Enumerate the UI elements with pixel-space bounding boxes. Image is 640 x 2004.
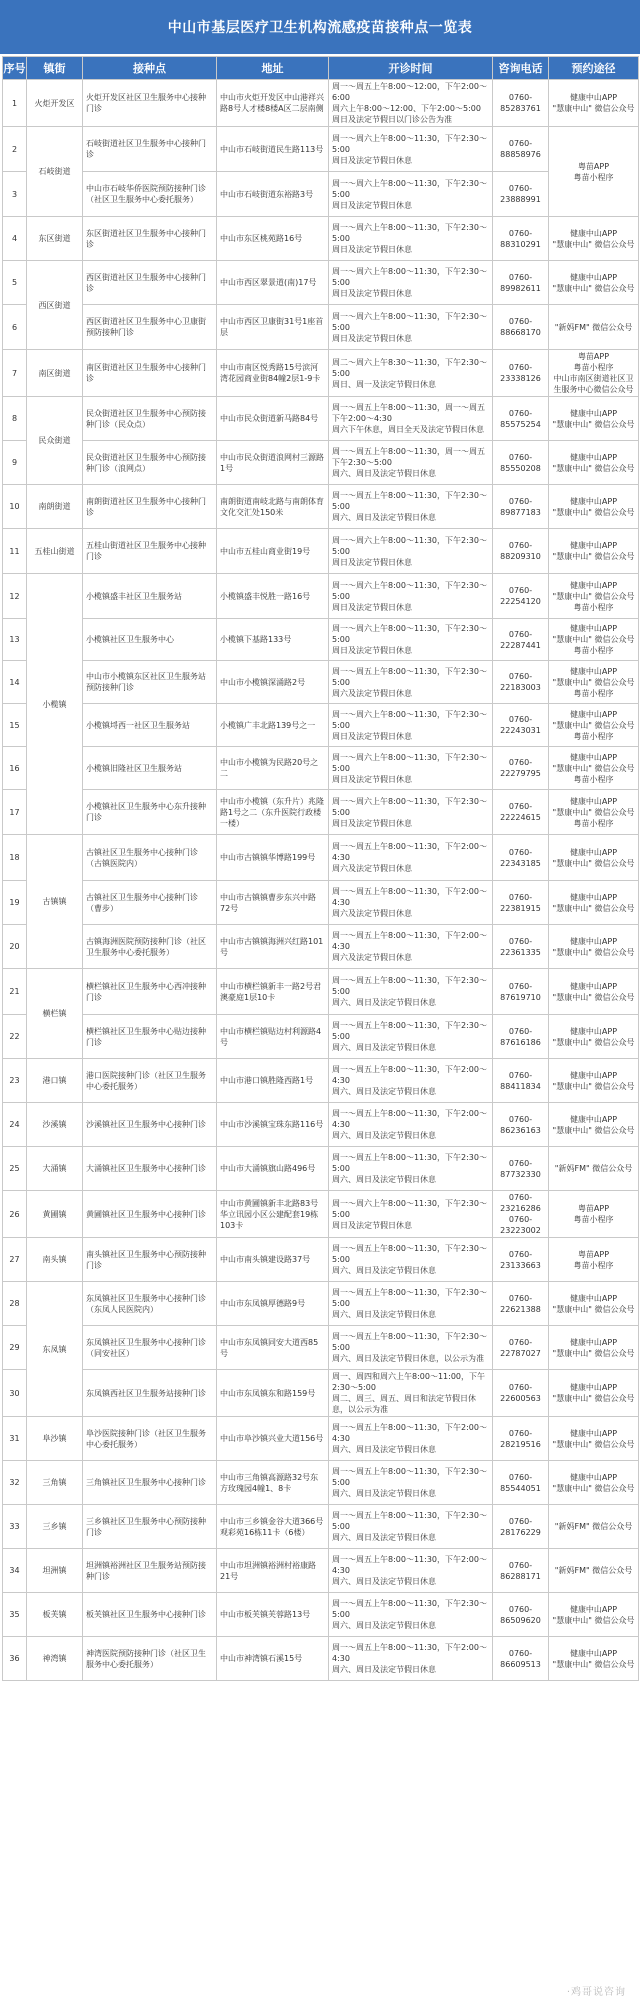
cell-address: 中山市黄圃镇新丰北路83号华立讯园小区公建配套19栋103卡 <box>217 1191 329 1238</box>
table-row <box>3 1417 639 1461</box>
cell-phone: 0760- 22621388 <box>493 1282 549 1326</box>
table-row <box>3 619 639 661</box>
cell-hours: 周一～周五上午8:00～11:30，下午2:00～4:30 周六、周日及法定节假日休息 <box>329 1103 493 1147</box>
cell-address: 中山市三乡镇金谷大道366号观彩苑16栋11卡（6楼） <box>217 1505 329 1549</box>
cell-phone: 0760- 88858976 <box>493 127 549 172</box>
cell-site: 民众街道社区卫生服务中心预防接种门诊（浪网点） <box>83 441 217 485</box>
cell-appointment: 健康中山APP "慧康中山" 微信公众号 <box>549 217 639 261</box>
cell-address: 中山市东凤镇同安大道西85号 <box>217 1326 329 1370</box>
cell-address: 小榄镇广丰北路139号之一 <box>217 704 329 747</box>
cell-town: 三角镇 <box>27 1461 83 1505</box>
cell-address: 中山市横栏镇贴边村利源路4号 <box>217 1015 329 1059</box>
cell-appointment: 粤苗APP 粤苗小程序 <box>549 1191 639 1238</box>
cell-phone: 0760- 89877183 <box>493 485 549 529</box>
cell-site: 东凤镇社区卫生服务中心接种门诊（同安社区） <box>83 1326 217 1370</box>
cell-address: 中山市南头镇建设路37号 <box>217 1238 329 1282</box>
cell-no: 17 <box>3 790 27 835</box>
cell-site: 东凤镇西社区卫生服务站接种门诊 <box>83 1370 217 1417</box>
cell-appointment: 健康中山APP "慧康中山" 微信公众号 <box>549 1593 639 1637</box>
cell-no: 23 <box>3 1059 27 1103</box>
cell-hours: 周一～周五上午8:00～11:30，下午2:30～5:00 周六、周日及法定节假日休息 <box>329 1282 493 1326</box>
cell-site: 小榄镇社区卫生服务中心东升接种门诊 <box>83 790 217 835</box>
cell-phone: 0760- 22381915 <box>493 881 549 925</box>
table-row <box>3 881 639 925</box>
cell-no: 6 <box>3 305 27 350</box>
cell-address: 中山市古镇镇曹步东兴中路72号 <box>217 881 329 925</box>
table-row <box>3 790 639 835</box>
cell-appointment: 健康中山APP "慧康中山" 微信公众号 <box>549 1461 639 1505</box>
cell-hours: 周一～周五上午8:00～11:30，周一～周五下午2:30～5:00 周六、周日及法定节假日休息 <box>329 441 493 485</box>
cell-hours: 周一～周六上午8:00～11:30，下午2:30～5:00 周日及法定节假日休息 <box>329 1191 493 1238</box>
watermark: ·鸡哥说咨询 <box>566 1987 626 1998</box>
table-row <box>3 350 639 397</box>
cell-appointment: 健康中山APP "慧康中山" 微信公众号 <box>549 835 639 881</box>
cell-appointment: 健康中山APP "慧康中山" 微信公众号 <box>549 969 639 1015</box>
cell-appointment: 健康中山APP "慧康中山" 微信公众号 粤苗小程序 <box>549 747 639 790</box>
cell-site: 五桂山街道社区卫生服务中心接种门诊 <box>83 529 217 574</box>
cell-appointment: 健康中山APP "慧康中山" 微信公众号 <box>549 485 639 529</box>
cell-site: 沙溪镇社区卫生服务中心接种门诊 <box>83 1103 217 1147</box>
table-row <box>3 1238 639 1282</box>
cell-no: 1 <box>3 80 27 127</box>
cell-site: 阜沙医院接种门诊（社区卫生服务中心委托服务） <box>83 1417 217 1461</box>
cell-hours: 周一～周五上午8:00～11:30，下午2:00～4:30 周六及法定节假日休息 <box>329 881 493 925</box>
cell-address: 中山市小榄镇（东升片）兆隆路1号之二（东升医院行政楼一楼） <box>217 790 329 835</box>
cell-no: 33 <box>3 1505 27 1549</box>
cell-hours: 周一～周六上午8:00～11:30，下午2:30～5:00 周日及法定节假日休息 <box>329 217 493 261</box>
table-row <box>3 1370 639 1417</box>
table-row <box>3 1147 639 1191</box>
cell-phone: 0760- 86609513 <box>493 1637 549 1681</box>
cell-appointment: 健康中山APP "慧康中山" 微信公众号 <box>549 261 639 305</box>
cell-address: 中山市板芙镇芙蓉路13号 <box>217 1593 329 1637</box>
cell-appointment: "新妈FM" 微信公众号 <box>549 1505 639 1549</box>
cell-hours: 周一～周六上午8:00～11:30，下午2:30～5:00 周日及法定节假日休息 <box>329 619 493 661</box>
cell-no: 9 <box>3 441 27 485</box>
cell-site: 中山市石岐华侨医院预防接种门诊（社区卫生服务中心委托服务） <box>83 172 217 217</box>
table-row <box>3 529 639 574</box>
cell-address: 中山市南区悦秀路15号滨河湾花园商业街84幢2层1-9卡 <box>217 350 329 397</box>
cell-phone: 0760- 23888991 <box>493 172 549 217</box>
table-row <box>3 80 639 127</box>
cell-appointment: 健康中山APP "慧康中山" 微信公众号 <box>549 1637 639 1681</box>
cell-no: 8 <box>3 397 27 441</box>
cell-town: 火炬开发区 <box>27 80 83 127</box>
cell-phone: 0760- 88310291 <box>493 217 549 261</box>
cell-site: 坦洲镇裕洲社区卫生服务站预防接种门诊 <box>83 1549 217 1593</box>
cell-phone: 0760- 85283761 <box>493 80 549 127</box>
cell-town: 黄圃镇 <box>27 1191 83 1238</box>
cell-hours: 周一～周六上午8:00～11:30，下午2:30～5:00 周日及法定节假日休息 <box>329 747 493 790</box>
cell-town: 沙溪镇 <box>27 1103 83 1147</box>
table-row <box>3 1505 639 1549</box>
table-row <box>3 925 639 969</box>
cell-phone: 0760- 22361335 <box>493 925 549 969</box>
cell-hours: 周一～周五上午8:00～11:30，下午2:30～5:00 周六及法定节假日休息 <box>329 661 493 704</box>
cell-appointment: 健康中山APP "慧康中山" 微信公众号 <box>549 925 639 969</box>
cell-hours: 周一～周五上午8:00～11:30，下午2:00～4:30 周六及法定节假日休息 <box>329 925 493 969</box>
cell-site: 横栏镇社区卫生服务中心西冲接种门诊 <box>83 969 217 1015</box>
cell-phone: 0760- 22787027 <box>493 1326 549 1370</box>
table-row <box>3 1103 639 1147</box>
cell-town: 石岐街道 <box>27 127 83 217</box>
cell-appointment: 粤苗APP 粤苗小程序 <box>549 127 639 217</box>
cell-phone: 0760- 22343185 <box>493 835 549 881</box>
cell-phone: 0760- 22279795 <box>493 747 549 790</box>
cell-appointment: 健康中山APP "慧康中山" 微信公众号 粤苗小程序 <box>549 574 639 619</box>
cell-town: 大涌镇 <box>27 1147 83 1191</box>
cell-site: 小榄镇埒西一社区卫生服务站 <box>83 704 217 747</box>
cell-appointment: 健康中山APP "慧康中山" 微信公众号 <box>549 1326 639 1370</box>
cell-no: 4 <box>3 217 27 261</box>
table-row <box>3 305 639 350</box>
cell-no: 28 <box>3 1282 27 1326</box>
cell-no: 13 <box>3 619 27 661</box>
cell-appointment: 健康中山APP "慧康中山" 微信公众号 <box>549 1282 639 1326</box>
cell-address: 中山市西区翠景道(南)17号 <box>217 261 329 305</box>
cell-phone: 0760- 85575254 <box>493 397 549 441</box>
cell-address: 中山市东区桃苑路16号 <box>217 217 329 261</box>
cell-site: 南朗街道社区卫生服务中心接种门诊 <box>83 485 217 529</box>
cell-no: 26 <box>3 1191 27 1238</box>
cell-appointment: 健康中山APP "慧康中山" 微信公众号 <box>549 529 639 574</box>
cell-appointment: 健康中山APP "慧康中山" 微信公众号 <box>549 881 639 925</box>
cell-appointment: 健康中山APP "慧康中山" 微信公众号 粤苗小程序 <box>549 704 639 747</box>
cell-address: 中山市东凤镇东和路159号 <box>217 1370 329 1417</box>
cell-no: 22 <box>3 1015 27 1059</box>
cell-hours: 周一～周五上午8:00～11:30，下午2:00～4:30 周六、周日及法定节假日休息 <box>329 1417 493 1461</box>
cell-town: 民众街道 <box>27 397 83 485</box>
table-row <box>3 969 639 1015</box>
cell-no: 12 <box>3 574 27 619</box>
cell-hours: 周一～周六上午8:00～11:30，下午2:30～5:00 周日及法定节假日休息 <box>329 529 493 574</box>
cell-address: 中山市火炬开发区中山港祥兴路8号人才楼8楼A区二层南侧 <box>217 80 329 127</box>
cell-no: 18 <box>3 835 27 881</box>
cell-no: 29 <box>3 1326 27 1370</box>
cell-no: 20 <box>3 925 27 969</box>
cell-phone: 0760- 22224615 <box>493 790 549 835</box>
cell-phone: 0760- 22287441 <box>493 619 549 661</box>
cell-no: 25 <box>3 1147 27 1191</box>
cell-site: 横栏镇社区卫生服务中心贴边接种门诊 <box>83 1015 217 1059</box>
cell-appointment: 健康中山APP "慧康中山" 微信公众号 粤苗小程序 <box>549 661 639 704</box>
table-row <box>3 1593 639 1637</box>
table-row <box>3 172 639 217</box>
cell-appointment: 健康中山APP "慧康中山" 微信公众号 粤苗小程序 <box>549 619 639 661</box>
cell-no: 21 <box>3 969 27 1015</box>
cell-phone: 0760- 87619710 <box>493 969 549 1015</box>
cell-site: 黄圃镇社区卫生服务中心接种门诊 <box>83 1191 217 1238</box>
cell-hours: 周一～周五上午8:00～11:30，下午2:30～5:00 周六、周日及法定节假日休息 <box>329 1461 493 1505</box>
cell-town: 古镇镇 <box>27 835 83 969</box>
cell-address: 中山市阜沙镇兴业大道156号 <box>217 1417 329 1461</box>
cell-site: 西区街道社区卫生服务中心接种门诊 <box>83 261 217 305</box>
cell-phone: 0760- 85544051 <box>493 1461 549 1505</box>
cell-address: 中山市五桂山商业街19号 <box>217 529 329 574</box>
cell-phone: 0760- 87732330 <box>493 1147 549 1191</box>
cell-appointment: 健康中山APP "慧康中山" 微信公众号 <box>549 1417 639 1461</box>
cell-site: 板芙镇社区卫生服务中心接种门诊 <box>83 1593 217 1637</box>
cell-hours: 周一～周五上午8:00～11:30，周一～周五下午2:00～4:30 周六下午休息，周日全天及法定节假日休息 <box>329 397 493 441</box>
cell-phone: 0760- 88411834 <box>493 1059 549 1103</box>
cell-appointment: 健康中山APP "慧康中山" 微信公众号 <box>549 1103 639 1147</box>
cell-address: 中山市石岐街道东裕路3号 <box>217 172 329 217</box>
cell-no: 14 <box>3 661 27 704</box>
cell-hours: 周一～周五上午8:00～11:30，下午2:30～5:00 周六、周日及法定节假日休息 <box>329 1593 493 1637</box>
table-row <box>3 127 639 172</box>
cell-town: 横栏镇 <box>27 969 83 1059</box>
cell-appointment: 健康中山APP "慧康中山" 微信公众号 <box>549 441 639 485</box>
cell-site: 中山市小榄镇东区社区卫生服务站预防接种门诊 <box>83 661 217 704</box>
cell-site: 小榄镇旧隆社区卫生服务站 <box>83 747 217 790</box>
table-row <box>3 747 639 790</box>
cell-town: 东凤镇 <box>27 1282 83 1417</box>
cell-appointment: 健康中山APP "慧康中山" 微信公众号 <box>549 80 639 127</box>
cell-town: 南头镇 <box>27 1238 83 1282</box>
cell-town: 小榄镇 <box>27 574 83 835</box>
cell-no: 11 <box>3 529 27 574</box>
cell-address: 中山市三角镇高源路32号东方玫瑰园4幢1、8卡 <box>217 1461 329 1505</box>
cell-appointment: "新妈FM" 微信公众号 <box>549 1549 639 1593</box>
cell-no: 36 <box>3 1637 27 1681</box>
cell-hours: 周一～周五上午8:00～11:30，下午2:30～5:00 周六、周日及法定节假日休息 <box>329 485 493 529</box>
cell-phone: 0760- 23338126 <box>493 350 549 397</box>
cell-address: 南朗街道南岐北路与南朗体育文化交汇处150米 <box>217 485 329 529</box>
cell-appointment: 健康中山APP "慧康中山" 微信公众号 粤苗小程序 <box>549 790 639 835</box>
cell-town: 东区街道 <box>27 217 83 261</box>
cell-phone: 0760- 88668170 <box>493 305 549 350</box>
cell-site: 古镇海洲医院预防接种门诊（社区卫生服务中心委托服务） <box>83 925 217 969</box>
cell-site: 小榄镇盛丰社区卫生服务站 <box>83 574 217 619</box>
header-hours: 开诊时间 <box>329 57 493 80</box>
cell-phone: 0760- 22600563 <box>493 1370 549 1417</box>
header-no: 序号 <box>3 57 27 80</box>
cell-no: 35 <box>3 1593 27 1637</box>
cell-phone: 0760- 86509620 <box>493 1593 549 1637</box>
cell-site: 港口医院接种门诊（社区卫生服务中心委托服务） <box>83 1059 217 1103</box>
table-row <box>3 1326 639 1370</box>
cell-no: 2 <box>3 127 27 172</box>
cell-no: 31 <box>3 1417 27 1461</box>
cell-no: 19 <box>3 881 27 925</box>
cell-hours: 周一～周六上午8:00～11:30，下午2:30～5:00 周日及法定节假日休息 <box>329 790 493 835</box>
cell-phone: 0760- 87616186 <box>493 1015 549 1059</box>
cell-site: 神湾医院预防接种门诊（社区卫生服务中心委托服务） <box>83 1637 217 1681</box>
table-row <box>3 835 639 881</box>
cell-town: 三乡镇 <box>27 1505 83 1549</box>
cell-hours: 周一～周六上午8:00～11:30，下午2:30～5:00 周日及法定节假日休息 <box>329 172 493 217</box>
cell-hours: 周一～周五上午8:00～11:30，下午2:30～5:00 周六、周日及法定节假日休息 <box>329 1238 493 1282</box>
table-header-row <box>3 57 639 80</box>
cell-town: 板芙镇 <box>27 1593 83 1637</box>
header-address: 地址 <box>217 57 329 80</box>
cell-hours: 周一～周五上午8:00～11:30，下午2:00～4:30 周六、周日及法定节假日休息 <box>329 1059 493 1103</box>
cell-no: 24 <box>3 1103 27 1147</box>
table-row <box>3 397 639 441</box>
cell-phone: 0760- 89982611 <box>493 261 549 305</box>
table-row <box>3 217 639 261</box>
cell-no: 5 <box>3 261 27 305</box>
cell-town: 西区街道 <box>27 261 83 350</box>
cell-site: 火炬开发区社区卫生服务中心接种门诊 <box>83 80 217 127</box>
table-row <box>3 261 639 305</box>
cell-address: 中山市大涌镇旗山路496号 <box>217 1147 329 1191</box>
cell-hours: 周一～周五上午8:00～11:30，下午2:30～5:00 周六、周日及法定节假日休息 <box>329 1505 493 1549</box>
table-row <box>3 441 639 485</box>
cell-hours: 周一～周六上午8:00～11:30，下午2:30～5:00 周日及法定节假日休息 <box>329 261 493 305</box>
table-body <box>3 80 639 1681</box>
cell-site: 古镇社区卫生服务中心接种门诊（古镇医院内） <box>83 835 217 881</box>
header-phone: 咨询电话 <box>493 57 549 80</box>
table-row <box>3 704 639 747</box>
cell-phone: 0760- 22254120 <box>493 574 549 619</box>
vaccination-table <box>2 56 639 1681</box>
cell-site: 石岐街道社区卫生服务中心接种门诊 <box>83 127 217 172</box>
cell-hours: 周一～周五上午8:00～11:30，下午2:30～5:00 周六、周日及法定节假日休息，以公示为准 <box>329 1326 493 1370</box>
cell-hours: 周一～周五上午8:00～12:00，下午2:00～6:00 周六上午8:00～12:00、下午2:00～5:00 周日及法定节假日以门诊公告为准 <box>329 80 493 127</box>
cell-no: 27 <box>3 1238 27 1282</box>
cell-appointment: 健康中山APP "慧康中山" 微信公众号 <box>549 1059 639 1103</box>
cell-hours: 周一～周六上午8:00～11:30，下午2:30～5:00 周日及法定节假日休息 <box>329 574 493 619</box>
cell-hours: 周一～周五上午8:00～11:30，下午2:00～4:30 周六及法定节假日休息 <box>329 835 493 881</box>
cell-hours: 周一～周五上午8:00～11:30，下午2:00～4:30 周六、周日及法定节假日休息 <box>329 1549 493 1593</box>
table-row <box>3 661 639 704</box>
cell-appointment: 粤苗APP 粤苗小程序 <box>549 1238 639 1282</box>
cell-no: 32 <box>3 1461 27 1505</box>
cell-hours: 周二～周六上午8:30～11:30，下午2:30～5:00 周日、周一及法定节假日休息 <box>329 350 493 397</box>
cell-no: 7 <box>3 350 27 397</box>
cell-address: 中山市西区卫康街31号1座首层 <box>217 305 329 350</box>
cell-phone: 0760- 22183003 <box>493 661 549 704</box>
cell-address: 小榄镇盛丰悦胜一路16号 <box>217 574 329 619</box>
cell-address: 中山市港口镇胜隆西路1号 <box>217 1059 329 1103</box>
table-row <box>3 1461 639 1505</box>
cell-appointment: 粤苗APP 粤苗小程序 中山市南区街道社区卫生服务中心微信公众号 <box>549 350 639 397</box>
cell-town: 坦洲镇 <box>27 1549 83 1593</box>
table-row <box>3 1549 639 1593</box>
cell-site: 古镇社区卫生服务中心接种门诊（曹步） <box>83 881 217 925</box>
cell-site: 民众街道社区卫生服务中心预防接种门诊（民众点） <box>83 397 217 441</box>
cell-site: 三乡镇社区卫生服务中心预防接种门诊 <box>83 1505 217 1549</box>
cell-hours: 周一～周五上午8:00～11:30，下午2:30～5:00 周六、周日及法定节假日休息 <box>329 1015 493 1059</box>
cell-address: 中山市东凤镇厚德路9号 <box>217 1282 329 1326</box>
cell-site: 大涌镇社区卫生服务中心接种门诊 <box>83 1147 217 1191</box>
table-row <box>3 1637 639 1681</box>
cell-appointment: 健康中山APP "慧康中山" 微信公众号 <box>549 1370 639 1417</box>
cell-phone: 0760- 86288171 <box>493 1549 549 1593</box>
cell-site: 三角镇社区卫生服务中心接种门诊 <box>83 1461 217 1505</box>
cell-hours: 周一、周四和周六上午8:00～11:00，下午2:30～5:00 周二、周三、周五、周日和法定节假日休息，以公示为准 <box>329 1370 493 1417</box>
cell-no: 34 <box>3 1549 27 1593</box>
cell-hours: 周一～周五上午8:00～11:30，下午2:30～5:00 周六、周日及法定节假日休息 <box>329 969 493 1015</box>
cell-address: 中山市民众街道浪网村三源路1号 <box>217 441 329 485</box>
table-row <box>3 574 639 619</box>
cell-site: 东区街道社区卫生服务中心接种门诊 <box>83 217 217 261</box>
cell-appointment: "新妈FM" 微信公众号 <box>549 305 639 350</box>
cell-no: 30 <box>3 1370 27 1417</box>
cell-no: 10 <box>3 485 27 529</box>
table-row <box>3 1015 639 1059</box>
cell-hours: 周一～周六上午8:00～11:30，下午2:30～5:00 周日及法定节假日休息 <box>329 127 493 172</box>
table-row <box>3 1059 639 1103</box>
table-row <box>3 485 639 529</box>
cell-site: 东凤镇社区卫生服务中心接种门诊（东凤人民医院内） <box>83 1282 217 1326</box>
cell-town: 南区街道 <box>27 350 83 397</box>
header-site: 接种点 <box>83 57 217 80</box>
cell-hours: 周一～周五上午8:00～11:30，下午2:00～4:30 周六、周日及法定节假日休息 <box>329 1637 493 1681</box>
cell-no: 3 <box>3 172 27 217</box>
cell-phone: 0760- 22243031 <box>493 704 549 747</box>
cell-appointment: "新妈FM" 微信公众号 <box>549 1147 639 1191</box>
cell-address: 中山市古镇镇海洲兴红路101号 <box>217 925 329 969</box>
cell-appointment: 健康中山APP "慧康中山" 微信公众号 <box>549 1015 639 1059</box>
cell-address: 中山市坦洲镇裕洲村裕康路21号 <box>217 1549 329 1593</box>
header-town: 镇街 <box>27 57 83 80</box>
cell-town: 港口镇 <box>27 1059 83 1103</box>
cell-phone: 0760- 86236163 <box>493 1103 549 1147</box>
cell-site: 小榄镇社区卫生服务中心 <box>83 619 217 661</box>
cell-address: 小榄镇下基路133号 <box>217 619 329 661</box>
cell-phone: 0760- 23133663 <box>493 1238 549 1282</box>
cell-phone: 0760- 28176229 <box>493 1505 549 1549</box>
cell-town: 五桂山街道 <box>27 529 83 574</box>
cell-address: 中山市小榄镇深涌路2号 <box>217 661 329 704</box>
cell-address: 中山市民众街道新马路84号 <box>217 397 329 441</box>
cell-town: 南朗街道 <box>27 485 83 529</box>
cell-no: 15 <box>3 704 27 747</box>
cell-site: 南区街道社区卫生服务中心接种门诊 <box>83 350 217 397</box>
cell-town: 阜沙镇 <box>27 1417 83 1461</box>
cell-phone: 0760- 88209310 <box>493 529 549 574</box>
table-row <box>3 1191 639 1238</box>
cell-no: 16 <box>3 747 27 790</box>
header-appointment: 预约途径 <box>549 57 639 80</box>
cell-address: 中山市沙溪镇宝珠东路116号 <box>217 1103 329 1147</box>
cell-hours: 周一～周六上午8:00～11:30，下午2:30～5:00 周日及法定节假日休息 <box>329 704 493 747</box>
cell-appointment: 健康中山APP "慧康中山" 微信公众号 <box>549 397 639 441</box>
cell-address: 中山市横栏镇新丰一路2号君澳豪庭1层10卡 <box>217 969 329 1015</box>
cell-phone: 0760- 23216286 0760- 23223002 <box>493 1191 549 1238</box>
cell-hours: 周一～周五上午8:00～11:30，下午2:30～5:00 周六、周日及法定节假日休息 <box>329 1147 493 1191</box>
cell-phone: 0760- 28219516 <box>493 1417 549 1461</box>
cell-site: 南头镇社区卫生服务中心预防接种门诊 <box>83 1238 217 1282</box>
page-title: 中山市基层医疗卫生机构流感疫苗接种点一览表 <box>0 0 640 54</box>
cell-site: 西区街道社区卫生服务中心卫康街预防接种门诊 <box>83 305 217 350</box>
cell-phone: 0760- 85550208 <box>493 441 549 485</box>
cell-hours: 周一～周六上午8:00～11:30，下午2:30～5:00 周日及法定节假日休息 <box>329 305 493 350</box>
table-row <box>3 1282 639 1326</box>
cell-address: 中山市小榄镇为民路20号之二 <box>217 747 329 790</box>
cell-address: 中山市古镇镇华博路199号 <box>217 835 329 881</box>
cell-address: 中山市石岐街道民生路113号 <box>217 127 329 172</box>
cell-address: 中山市神湾镇石溪15号 <box>217 1637 329 1681</box>
cell-town: 神湾镇 <box>27 1637 83 1681</box>
